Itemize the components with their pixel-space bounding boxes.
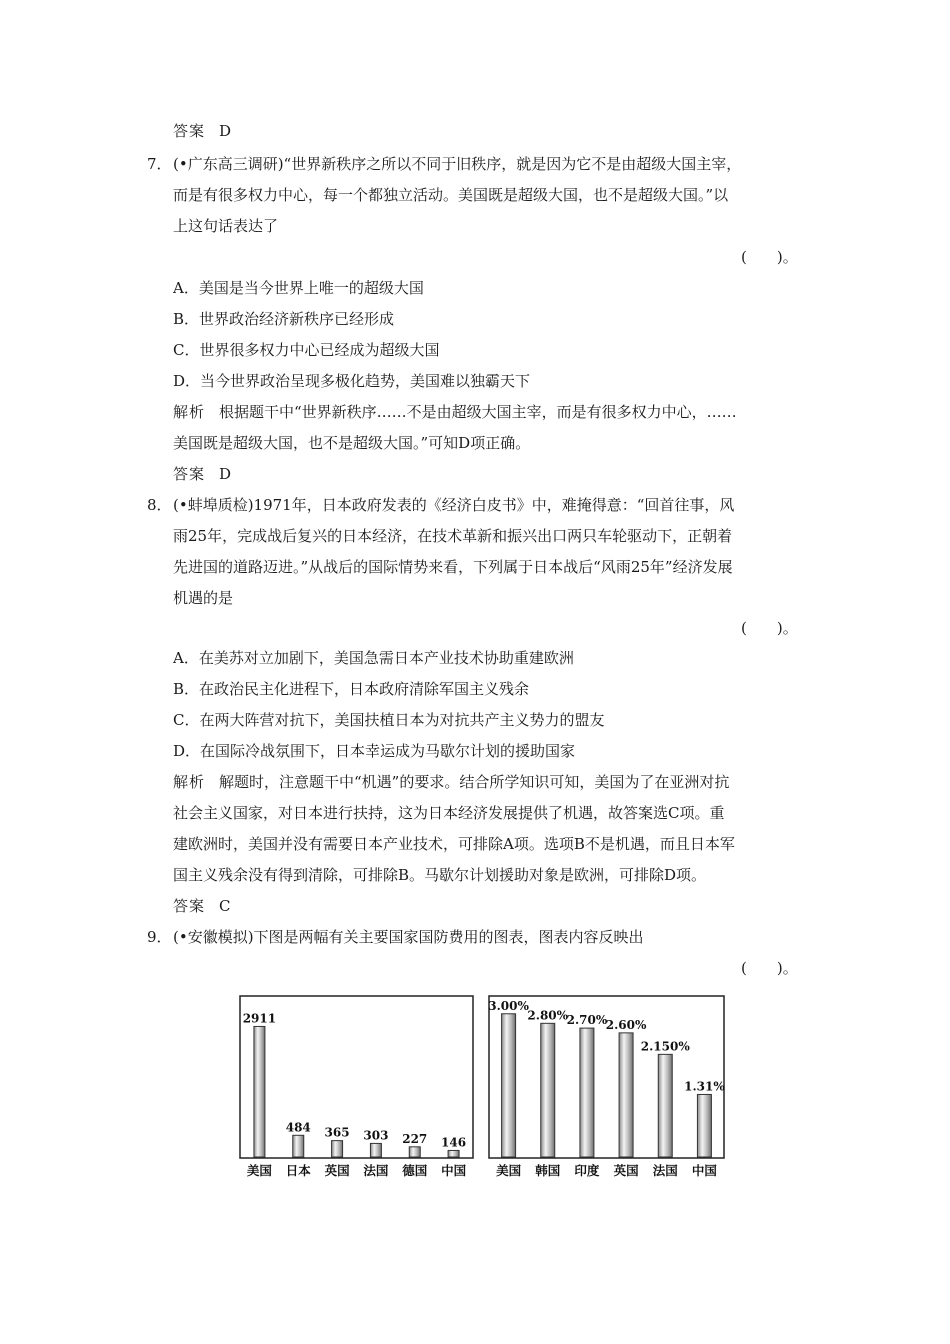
value-label-法国: 2.150% (640, 1039, 690, 1054)
q7-option-b: B．世界政治经济新秩序已经形成 (173, 310, 395, 328)
q7-analysis-label: 解析 (173, 403, 206, 421)
q8-option-d: D．在国际冷战氛围下，日本幸运成为马歇尔计划的援助国家 (173, 742, 576, 760)
category-label-法国: 法国 (652, 1163, 678, 1178)
q7-analysis-line-1 (173, 401, 737, 423)
value-label-美国: 3.00% (488, 998, 529, 1013)
q8-option-b: B．在政治民主化进程下，日本政府清除军国主义残余 (173, 680, 530, 698)
q8-answer-blank: ( )。 (741, 619, 798, 637)
q7-stem-line-1: (•广东高三调研)“世界新秩序之所以不同于旧秩序，就是因为它不是由超级大国主宰， (173, 155, 742, 173)
q8-analysis-line-1 (173, 771, 729, 793)
q8-stem-line-2: 雨25年，完成战后复兴的日本经济，在技术革新和振兴出口两只车轮驱动下，正朝着 (173, 527, 733, 545)
q8-answer (173, 895, 231, 917)
value-label-韩国: 2.80% (527, 1008, 569, 1023)
value-label-英国: 365 (324, 1125, 350, 1140)
q8-answer-label: 答案 (173, 897, 206, 915)
value-label-日本: 484 (285, 1120, 311, 1135)
q7-answer-label: 答案 (173, 465, 206, 483)
chart-defense-spending (239, 995, 474, 1187)
category-label-中国: 中国 (691, 1163, 717, 1178)
bar-英国 (332, 1141, 343, 1157)
q8-stem-line-3: 先进国的道路迈进。”从战后的国际情势来看，下列属于日本战后“风雨25年”经济发展 (173, 558, 733, 576)
q6-answer-label: 答案 (173, 122, 206, 140)
q8-stem-line-1: (•蚌埠质检)1971年，日本政府发表的《经济白皮书》中，难掩得意：“回首往事，风 (173, 496, 735, 514)
q8-analysis-line-3: 建欧洲时，美国并没有需要日本产业技术，可排除A项。选项B不是机遇，而且日本军 (173, 835, 735, 853)
q8-number: 8． (147, 496, 172, 514)
value-label-德国: 227 (402, 1131, 428, 1146)
category-label-英国: 英国 (613, 1163, 639, 1178)
category-label-英国: 英国 (324, 1163, 350, 1178)
q8-option-a: A．在美苏对立加剧下，美国急需日本产业技术协助重建欧洲 (173, 649, 574, 667)
value-label-法国: 303 (363, 1128, 389, 1143)
category-label-法国: 法国 (363, 1163, 389, 1178)
q8-analysis-label: 解析 (173, 773, 206, 791)
q7-analysis-text-1: 根据题干中“世界新秩序……不是由超级大国主宰，而是有很多权力中心，…… (219, 403, 737, 421)
category-label-美国: 美国 (496, 1163, 522, 1178)
category-label-印度: 印度 (574, 1163, 600, 1178)
bar-德国 (409, 1147, 420, 1157)
chart-defense-gdp-share (488, 995, 725, 1187)
q8-stem-line-4: 机遇的是 (173, 589, 234, 607)
bar-法国 (658, 1054, 672, 1157)
category-label-德国: 德国 (402, 1163, 428, 1178)
q6-answer-value: D (219, 122, 232, 140)
bar-日本 (293, 1135, 304, 1157)
q9-number: 9． (147, 928, 172, 946)
q8-analysis-line-2: 社会主义国家，对日本进行扶持，这为日本经济发展提供了机遇，故答案选C项。重 (173, 804, 725, 822)
category-label-美国: 美国 (246, 1163, 272, 1178)
q7-answer (173, 463, 231, 485)
value-label-中国: 1.31% (684, 1079, 725, 1094)
bar-美国 (254, 1026, 265, 1157)
bar-印度 (580, 1028, 594, 1157)
bar-中国 (448, 1150, 459, 1157)
value-label-美国: 2911 (242, 1011, 277, 1026)
q6-answer (173, 120, 231, 142)
q7-stem-line-3: 上这句话表达了 (173, 217, 279, 235)
q7-number: 7． (147, 155, 172, 173)
q7-answer-blank: ( )。 (741, 248, 798, 266)
q9-stem-line-1: (•安徽模拟)下图是两幅有关主要国家国防费用的图表，图表内容反映出 (173, 928, 644, 946)
q8-answer-value: C (219, 897, 231, 915)
bar-法国 (370, 1143, 381, 1157)
q7-option-a: A．美国是当今世界上唯一的超级大国 (173, 279, 424, 297)
q7-analysis-line-2: 美国既是超级大国，也不是超级大国。”可知D项正确。 (173, 434, 531, 452)
q8-analysis-line-4: 国主义残余没有得到清除，可排除B。马歇尔计划援助对象是欧洲，可排除D项。 (173, 866, 707, 884)
category-label-中国: 中国 (441, 1163, 467, 1178)
q7-stem-line-2: 而是有很多权力中心，每一个都独立活动。美国既是超级大国，也不是超级大国。”以 (173, 186, 729, 204)
bar-韩国 (541, 1023, 555, 1157)
category-label-日本: 日本 (285, 1163, 311, 1178)
value-label-中国: 146 (441, 1135, 467, 1150)
q9-answer-blank: ( )。 (741, 959, 798, 977)
bar-中国 (697, 1094, 711, 1157)
category-label-韩国: 韩国 (535, 1163, 561, 1178)
q8-option-c: C．在两大阵营对抗下，美国扶植日本为对抗共产主义势力的盟友 (173, 711, 605, 729)
value-label-印度: 2.70% (566, 1013, 608, 1028)
bar-英国 (619, 1033, 633, 1157)
value-label-英国: 2.60% (605, 1017, 647, 1032)
q7-option-d: D．当今世界政治呈现多极化趋势，美国难以独霸天下 (173, 372, 531, 390)
q7-option-c: C．世界很多权力中心已经成为超级大国 (173, 341, 440, 359)
q7-answer-value: D (219, 465, 232, 483)
bar-美国 (502, 1014, 516, 1157)
q8-analysis-text-1: 解题时，注意题干中“机遇”的要求。结合所学知识可知，美国为了在亚洲对抗 (219, 773, 730, 791)
